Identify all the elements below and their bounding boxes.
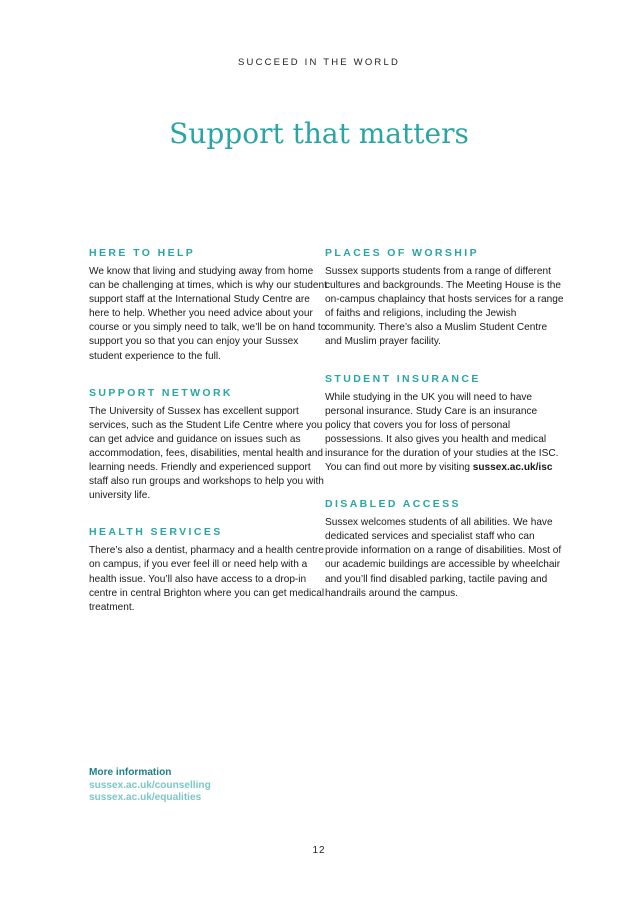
section-support-network <box>89 387 329 504</box>
section-body: Sussex supports students from a range of different cultures and backgrounds. The Meeting House is the on-campus chaplaincy that hosts services for a range of faiths and religions, including the Jewish community. There’s also a Muslim Student Centre and Muslim prayer facility. <box>325 266 564 348</box>
right-column <box>325 247 565 601</box>
section-body: Sussex welcomes students of all abilities. We have dedicated services and specialist staff who can provide information on a range of disabilities. Most of our academic buildings are accessible by wheelchair and you’ll find disabled parking, tactile paving and handrails around the campus. <box>325 517 562 599</box>
section-body-text: While studying in the UK you will need to have personal insurance. Study Care is an insurance policy that covers you for loss of personal possessions. It also gives you health and medical insurance for the duration of your studies at the ISC. You can find out more by visiting <box>325 391 559 474</box>
more-information <box>89 767 211 805</box>
counselling-link[interactable]: sussex.ac.uk/counselling <box>89 779 211 791</box>
section-disabled-access <box>325 498 565 601</box>
section-places-of-worship <box>325 247 565 350</box>
section-body <box>325 391 565 476</box>
section-health-services <box>89 526 329 614</box>
section-body: We know that living and studying away from home can be challenging at times, which is why our student support staff at the International Study Centre are here to help. Whether you need advice about your course or you simply need to talk, we’ll be on hand to support you so that you can enjoy your Sussex student experience to the full. <box>89 266 327 362</box>
section-heading: HERE TO HELP <box>89 247 196 259</box>
equalities-link[interactable]: sussex.ac.uk/equalities <box>89 792 202 804</box>
isc-link[interactable]: sussex.ac.uk/isc <box>472 462 553 474</box>
more-information-label: More information <box>89 767 172 778</box>
left-column <box>89 247 329 615</box>
section-body: There’s also a dentist, pharmacy and a health centre on campus, if you ever feel ill or need help with a health issue. You’ll also have access to a drop-in centre in central Brighton where you can get medical treatment. <box>89 545 325 613</box>
section-here-to-help <box>89 247 329 364</box>
section-body: The University of Sussex has excellent support services, such as the Student Life Centre where you can get advice and guidance on issues such as accommodation, fees, disabilities, mental health and learning needs. Friendly and experienced support staff also run groups and workshops to help you with university life. <box>89 405 324 502</box>
section-heading: PLACES OF WORSHIP <box>325 247 479 259</box>
page-number: 12 <box>312 845 326 856</box>
page-title: Support that matters <box>169 117 469 150</box>
section-heading: DISABLED ACCESS <box>325 498 461 511</box>
section-heading: HEALTH SERVICES <box>89 526 223 539</box>
section-kicker: SUCCEED IN THE WORLD <box>237 57 401 68</box>
section-student-insurance <box>325 373 565 476</box>
section-heading: SUPPORT NETWORK <box>89 386 233 399</box>
section-heading: STUDENT INSURANCE <box>325 372 481 385</box>
